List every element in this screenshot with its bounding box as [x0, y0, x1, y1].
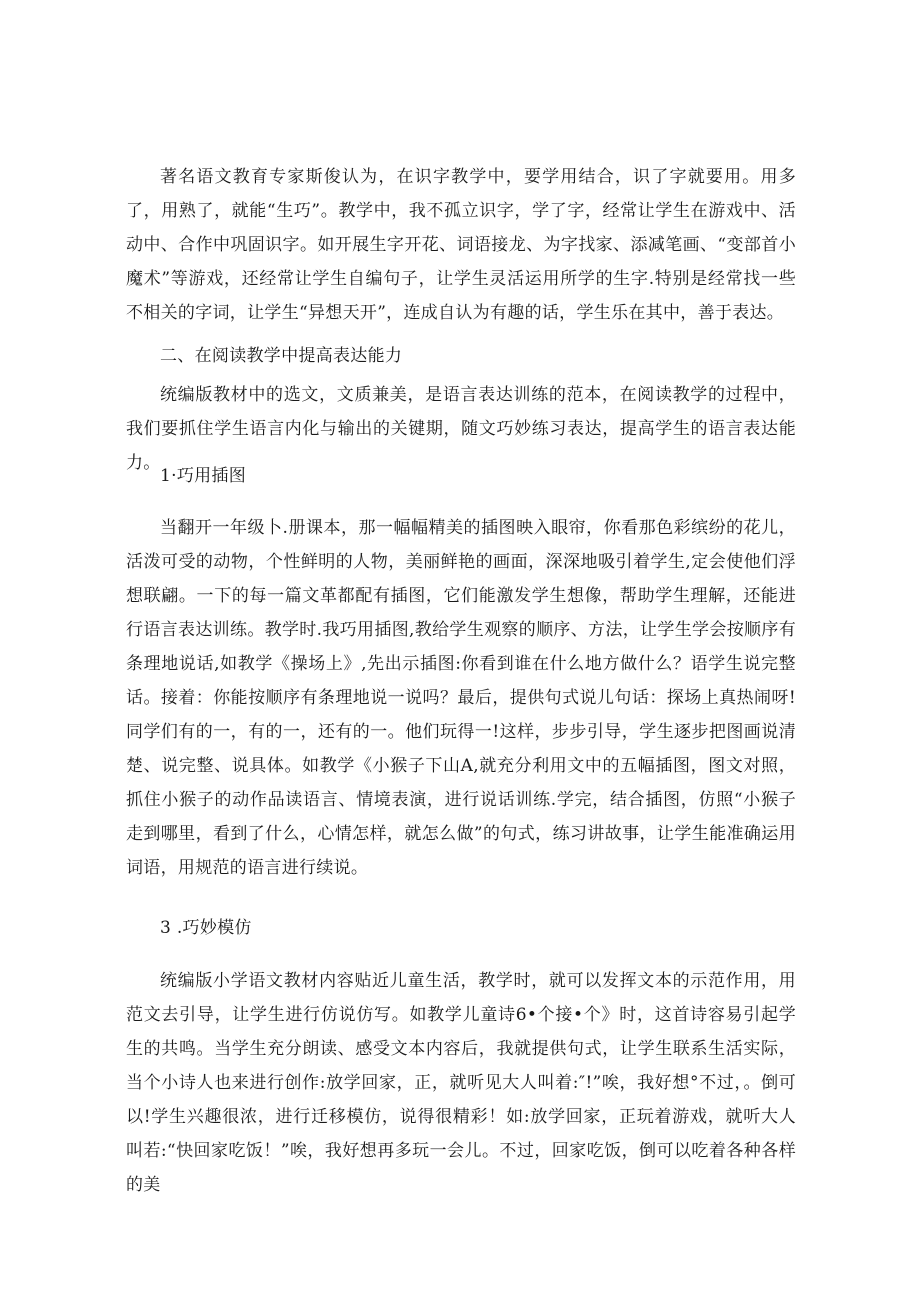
paragraph-clever-imitation: 统编版小学语文教材内容贴近儿童生活，教学时，就可以发挥文本的示范作用，用范文去引导，让学生进行仿说仿写。如教学儿童诗6•个接•个》时，这首诗容易引起学生的共鸣。当学生充分朗读、感受文本内容后，我就提供句式，让学生联系生活实际，当个小诗人也来进行创作:放学回家，正，就听见大人叫着:″!”唉，我好想°不过，。倒可以!学生兴趣很浓，进行迁移模仿，说得很精彩！如:放学回家，正玩着游戏，就听大人叫若:“快回家吃饭！”唉，我好想再多玩一会儿。不过，回家吃饭，倒可以吃着各种各样的美	[126, 971, 796, 1195]
paragraph-reading-teaching-intro: 统编版教材中的选文，文质兼美，是语言表达训练的范本，在阅读教学的过程中，我们要抓住学生语言内化与输出的关键期，随文巧妙练习表达，提高学生的语言表达能力。	[126, 385, 796, 473]
paragraph-use-illustrations: 当翻开一年级卜.册课本，那一幅幅精美的插图映入眼帘，你看那色彩缤纷的花儿，活泼可受的动物，个性鲜明的人物，美丽鲜艳的画面，深深地吸引着学生,定会使他们浮想联翩。一下的每一篇文革都配有插图，它们能激发学生想像，帮助学生理解，还能进行语言表达训练。教学时.我巧用插图,教给学生观察的顺序、方法，让学生学会按顺序有条理地说话,如教学《操场上》,先出示插图:你看到谁在什么地方做什么？语学生说完整话。接着：你能按顺序有条理地说一说吗？最后，提供句式说儿句话：探场上真热闹呀!同学们有的一，有的一，还有的一。他们玩得一!这样，步步引导，学生逐步把图画说清楚、说完整、说具体。如教学《小猴子下山A,就充分利用文中的五幅插图，图文对照，抓住小猴子的动作品读语言、情境表演，进行说话训练.学完，结合插图，仿照“小猴子走到哪里，看到了什么，心情怎样，就怎么做”的句式，练习讲故事，让学生能准确运用词语，用规范的语言进行续说。	[126, 518, 796, 878]
section-heading-reading-teaching: 二、在阅读教学中提高表达能力	[160, 346, 403, 366]
paragraph-literacy-practice: 著名语文教育专家斯俊认为，在识字教学中，要学用结合，识了字就要用。用多了，用熟了，就能“生巧”。教学中，我不孤立识字，学了字，经常让学生在游戏中、活动中、合作中巩固识字。如开展生字开花、词语接龙、为字找家、添减笔画、“变部首小魔术”等游戏，还经常让学生自编句子，让学生灵活运用所学的生字.特别是经常找一些不相关的字词，让学生“异想天开”，连成自认为有趣的话，学生乐在其中，善于表达。	[126, 167, 796, 323]
subheading-clever-imitation: 3 .巧妙模仿	[160, 918, 252, 938]
subheading-use-illustrations: 1·巧用插图	[160, 466, 247, 486]
